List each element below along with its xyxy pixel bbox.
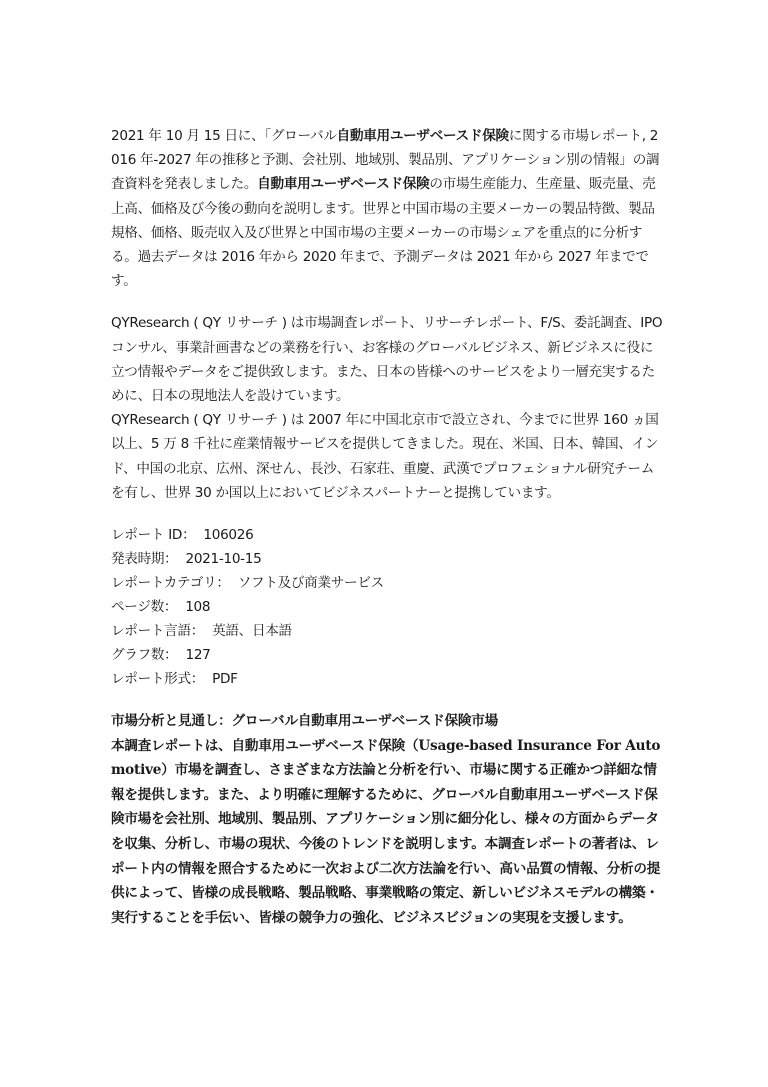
meta-graph-count: グラフ数： 127 <box>111 647 211 664</box>
spacer <box>111 293 664 311</box>
meta-language: レポート言語： 英語、日本語 <box>111 623 292 640</box>
intro-product-name-2: 自動車用ユーザベースド保険 <box>257 176 430 193</box>
intro-text-1: 2021 年 10 月 15 日に、「グローバル <box>111 128 337 144</box>
company-paragraph-1: QYResearch ( QY リサーチ ) は市場調査レポート、リサーチレポート、F/S、委託調査、IPO コンサル、事業計画書などの業務を行い、お客様のグローバルビジネス、新ビジネスに役に立つ情報やデータをご提供致します。また、日本の皆様へのサービスをより一層充実するために、日本の現地法人を設けています。 <box>111 315 663 405</box>
spacer <box>111 691 664 709</box>
company-paragraph-2: QYResearch ( QY リサーチ ) は 2007 年に中国北京市で設立され、今までに世界 160 ヵ国以上、5 万 8 千社に産業情報サービスを提供してきました。現在、米国、日本、韓国、インド、中国の北京、広州、深せん、長沙、石家荘、重慶、武漢でプロフェショナル研究チームを有し、世界 30 か国以上においてビジネスパートナーと提携しています。 <box>111 412 659 501</box>
meta-page-count: ページ数： 108 <box>111 599 211 616</box>
meta-category: レポートカテゴリ： ソフト及び商業サービス <box>111 575 384 592</box>
analysis-body: 本調査レポートは、自動車用ユーザベースド保険（Usage-based Insurance For Automotive）市場を調査し、さまざまな方法論と分析を行い、市場に関する正確かつ詳細な情報を提供します。また、より明確に理解するために、グローバル自動車用ユーザベースド保険市場を会社別、地域別、製品別、アプリケーション別に細分化し、様々の方面からデータを収集、分析し、市場の現状、今後のトレンドを説明します。本調査レポートの著者は、レポート内の情報を照合するために一次および二次方法論を行い、高い品質の情報、分析の提供によって、皆様の成長戦略、製品戦略、事業戦略の策定、新しいビジネスモデルの構築・実行することを手伝い、皆様の競争力の強化、ビジネスビジョンの実現を支援します。 <box>111 737 661 926</box>
meta-report-id: レポート ID： 106026 <box>111 527 254 544</box>
intro-paragraph <box>111 124 664 293</box>
intro-text-3: の市場生産能力、生産量、販売量、売上高、価格及び今後の動向を説明します。世界と中国市場の主要メーカーの製品特徴、製品規格、価格、販売収入及び世界と中国市場の主要メーカーの市場シェアを重点的に分析する。過去データは 2016 年から 2020 年まで、予測データは 2021 年から 2027 年までです。 <box>111 176 656 290</box>
intro-product-name: 自動車用ユーザベースド保険 <box>336 128 509 144</box>
analysis-heading: 市場分析と見通し：グローバル自動車用ユーザベースド保険市場 <box>111 713 499 730</box>
meta-publish-date: 発表時期： 2021-10-15 <box>111 551 262 568</box>
spacer <box>111 505 664 523</box>
intro-text-2: に関する市場レポート, 2016 年-2027 年の推移と予測、会社別、地域別、製品別、アプリケーション別の情報」の調査資料を発表しました。 <box>111 128 660 193</box>
report-meta-list <box>111 523 664 691</box>
meta-format: レポート形式： PDF <box>111 671 238 688</box>
